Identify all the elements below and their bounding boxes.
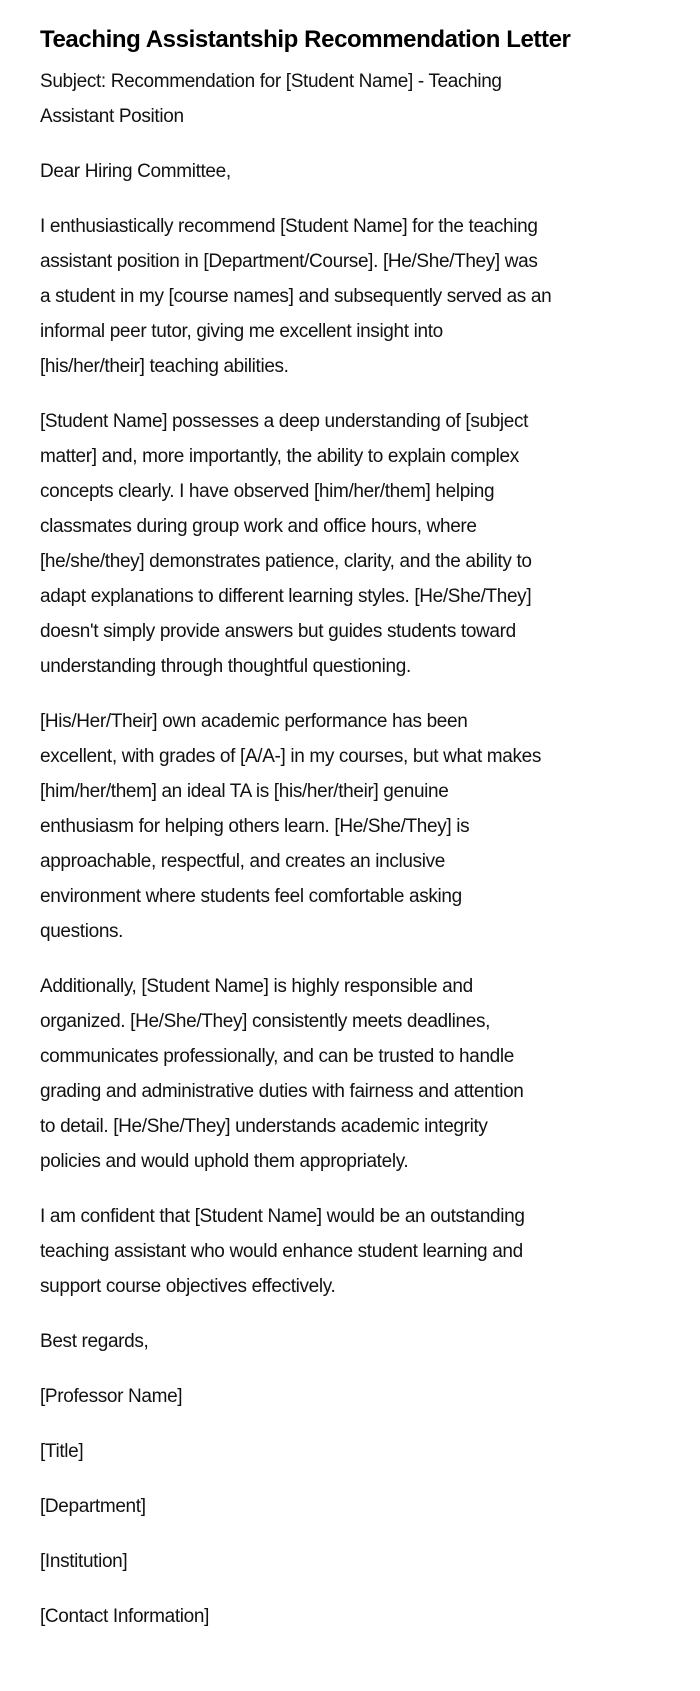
text-line: informal peer tutor, giving me excellent insight into <box>40 321 443 342</box>
text-line: [Contact Information] <box>40 1606 210 1627</box>
text-line: [Student Name] possesses a deep understanding of [subject <box>40 411 529 432</box>
text-line: matter] and, more importantly, the ability to explain complex <box>40 446 519 467</box>
text-line: [Title] <box>40 1441 84 1462</box>
text-line: [he/she/they] demonstrates patience, clarity, and the ability to <box>40 551 532 572</box>
text-line: I enthusiastically recommend [Student Name] for the teaching <box>40 216 538 237</box>
text-line: [Institution] <box>40 1551 128 1572</box>
text-line: a student in my [course names] and subsequently served as an <box>40 286 552 307</box>
responsibility-paragraph <box>40 969 660 1179</box>
text-line: [His/Her/Their] own academic performance has been <box>40 711 468 732</box>
text-line: policies and would uphold them appropriately. <box>40 1151 409 1172</box>
text-line: excellent, with grades of [A/A-] in my courses, but what makes <box>40 746 542 767</box>
signature-title <box>40 1434 660 1469</box>
text-line: questions. <box>40 921 124 942</box>
text-line: classmates during group work and office hours, where <box>40 516 477 537</box>
text-line: support course objectives effectively. <box>40 1276 336 1297</box>
text-line: adapt explanations to different learning styles. [He/She/They] <box>40 586 532 607</box>
closing <box>40 1324 660 1359</box>
letter-title: Teaching Assistantship Recommendation Letter <box>40 26 571 53</box>
text-line: teaching assistant who would enhance student learning and <box>40 1241 523 1262</box>
text-line: I am confident that [Student Name] would be an outstanding <box>40 1206 525 1227</box>
text-line: Subject: Recommendation for [Student Name] - Teaching <box>40 71 502 92</box>
signature-institution <box>40 1544 660 1579</box>
signature-contact <box>40 1599 660 1634</box>
text-line: concepts clearly. I have observed [him/her/them] helping <box>40 481 495 502</box>
subject-line <box>40 64 660 134</box>
intro-paragraph <box>40 209 660 384</box>
text-line: Assistant Position <box>40 106 184 127</box>
text-line: Best regards, <box>40 1331 149 1352</box>
performance-paragraph <box>40 704 660 949</box>
text-line: environment where students feel comfortable asking <box>40 886 462 907</box>
text-line: enthusiasm for helping others learn. [He/She/They] is <box>40 816 470 837</box>
text-line: understanding through thoughtful questioning. <box>40 656 411 677</box>
text-line: [Professor Name] <box>40 1386 183 1407</box>
signature-department <box>40 1489 660 1524</box>
text-line: to detail. [He/She/They] understands academic integrity <box>40 1116 488 1137</box>
signature-name <box>40 1379 660 1414</box>
text-line: grading and administrative duties with fairness and attention <box>40 1081 524 1102</box>
text-line: [him/her/them] an ideal TA is [his/her/their] genuine <box>40 781 449 802</box>
text-line: [Department] <box>40 1496 146 1517</box>
text-line: communicates professionally, and can be trusted to handle <box>40 1046 514 1067</box>
text-line: Dear Hiring Committee, <box>40 161 231 182</box>
text-line: organized. [He/She/They] consistently meets deadlines, <box>40 1011 491 1032</box>
text-line: assistant position in [Department/Course]. [He/She/They] was <box>40 251 538 272</box>
conclusion-paragraph <box>40 1199 660 1304</box>
text-line: doesn't simply provide answers but guides students toward <box>40 621 516 642</box>
skills-paragraph <box>40 404 660 684</box>
letter-document <box>40 22 660 1654</box>
salutation <box>40 154 660 189</box>
text-line: approachable, respectful, and creates an inclusive <box>40 851 445 872</box>
letter-body <box>40 64 660 1634</box>
text-line: Additionally, [Student Name] is highly responsible and <box>40 976 473 997</box>
text-line: [his/her/their] teaching abilities. <box>40 356 289 377</box>
